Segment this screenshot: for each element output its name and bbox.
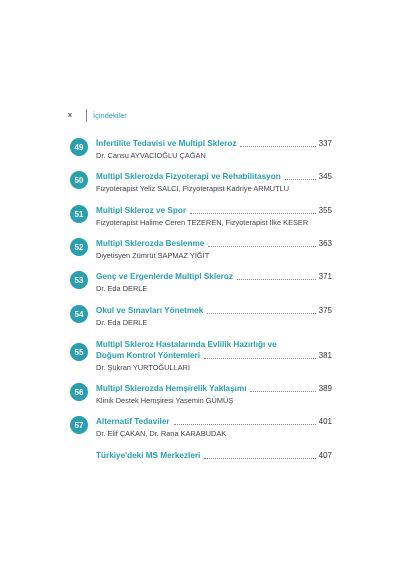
chapter-number-badge: 52 — [70, 238, 88, 256]
dot-leader — [204, 358, 316, 359]
dot-leader — [208, 246, 315, 247]
chapter-page: 381 — [318, 351, 332, 360]
dot-leader — [204, 458, 315, 459]
running-header — [68, 108, 127, 122]
header-divider — [86, 109, 87, 122]
chapter-authors: Fizyoterapist Yeliz SALCI, Fizyoterapist Kadriye ARMUTLU — [96, 184, 290, 193]
dot-leader — [285, 179, 316, 180]
header-title: İçindekiler — [93, 110, 127, 120]
chapter-title[interactable]: Multipl Sklerozda Beslenme — [96, 239, 205, 248]
dot-leader — [207, 313, 315, 314]
chapter-title[interactable]: Okul ve Sınavları Yönetmek — [96, 306, 204, 315]
chapter-title[interactable]: Genç ve Ergenlerde Multipl Skleroz — [96, 272, 233, 281]
chapter-title-line1[interactable]: Multipl Skleroz Hastalarında Evlilik Hazırlığı ve — [96, 340, 277, 349]
chapter-title[interactable]: Türkiye'deki MS Merkezleri — [96, 451, 201, 460]
chapter-number-badge: 51 — [70, 205, 88, 223]
chapter-authors: Klinik Destek Hemşiresi Yasemin GÜMÜŞ — [96, 396, 234, 405]
chapter-page: 375 — [318, 306, 332, 315]
chapter-page: 389 — [318, 384, 332, 393]
chapter-authors: Dr. Eda DERLE — [96, 284, 148, 293]
chapter-number-badge: 53 — [70, 271, 88, 289]
chapter-title[interactable]: Multipl Sklerozda Fizyoterapi ve Rehabilitasyon — [96, 172, 281, 181]
chapter-authors: Fizyoterapist Halime Ceren TEZEREN, Fizyoterapist İlke KESER — [96, 218, 309, 227]
chapter-authors: Dr. Eda DERLE — [96, 318, 148, 327]
dot-leader — [240, 146, 315, 147]
dot-leader — [237, 279, 316, 280]
chapter-title[interactable]: Alternatif Tedaviler — [96, 417, 170, 426]
chapter-number-badge: 56 — [70, 383, 88, 401]
chapter-title[interactable]: Multipl Sklerozda Hemşirelik Yaklaşımı — [96, 384, 247, 393]
chapter-authors: Dr. Cansu AYVACIOĞLU ÇAĞAN — [96, 151, 206, 160]
chapter-title[interactable]: Doğum Kontrol Yöntemleri — [96, 351, 201, 360]
chapter-page: 355 — [318, 206, 332, 215]
chapter-title[interactable]: İnfertilite Tedavisi ve Multipl Skleroz — [96, 139, 237, 148]
chapter-authors: Diyetisyen Zümrüt SAPMAZ YİĞİT — [96, 251, 210, 260]
chapter-page: 407 — [318, 451, 332, 460]
chapter-page: 371 — [318, 272, 332, 281]
chapter-page: 363 — [318, 239, 332, 248]
dot-leader — [250, 391, 315, 392]
dot-leader — [174, 424, 316, 425]
chapter-authors: Dr. Elif ÇAKAN, Dr. Rana KARABUDAK — [96, 429, 227, 438]
chapter-number-badge: 54 — [70, 305, 88, 323]
chapter-page: 401 — [318, 417, 332, 426]
page-number: x — [68, 111, 72, 119]
chapter-number-badge: 57 — [70, 416, 88, 434]
chapter-page: 337 — [318, 139, 332, 148]
chapter-number-badge: 49 — [70, 138, 88, 156]
chapter-number-badge: 55 — [70, 343, 88, 361]
chapter-page: 345 — [318, 172, 332, 181]
chapter-number-badge: 50 — [70, 171, 88, 189]
chapter-title[interactable]: Multipl Skleroz ve Spor — [96, 206, 187, 215]
dot-leader — [190, 213, 316, 214]
chapter-authors: Dr. Şükran YURTOĞULLARI — [96, 363, 191, 372]
